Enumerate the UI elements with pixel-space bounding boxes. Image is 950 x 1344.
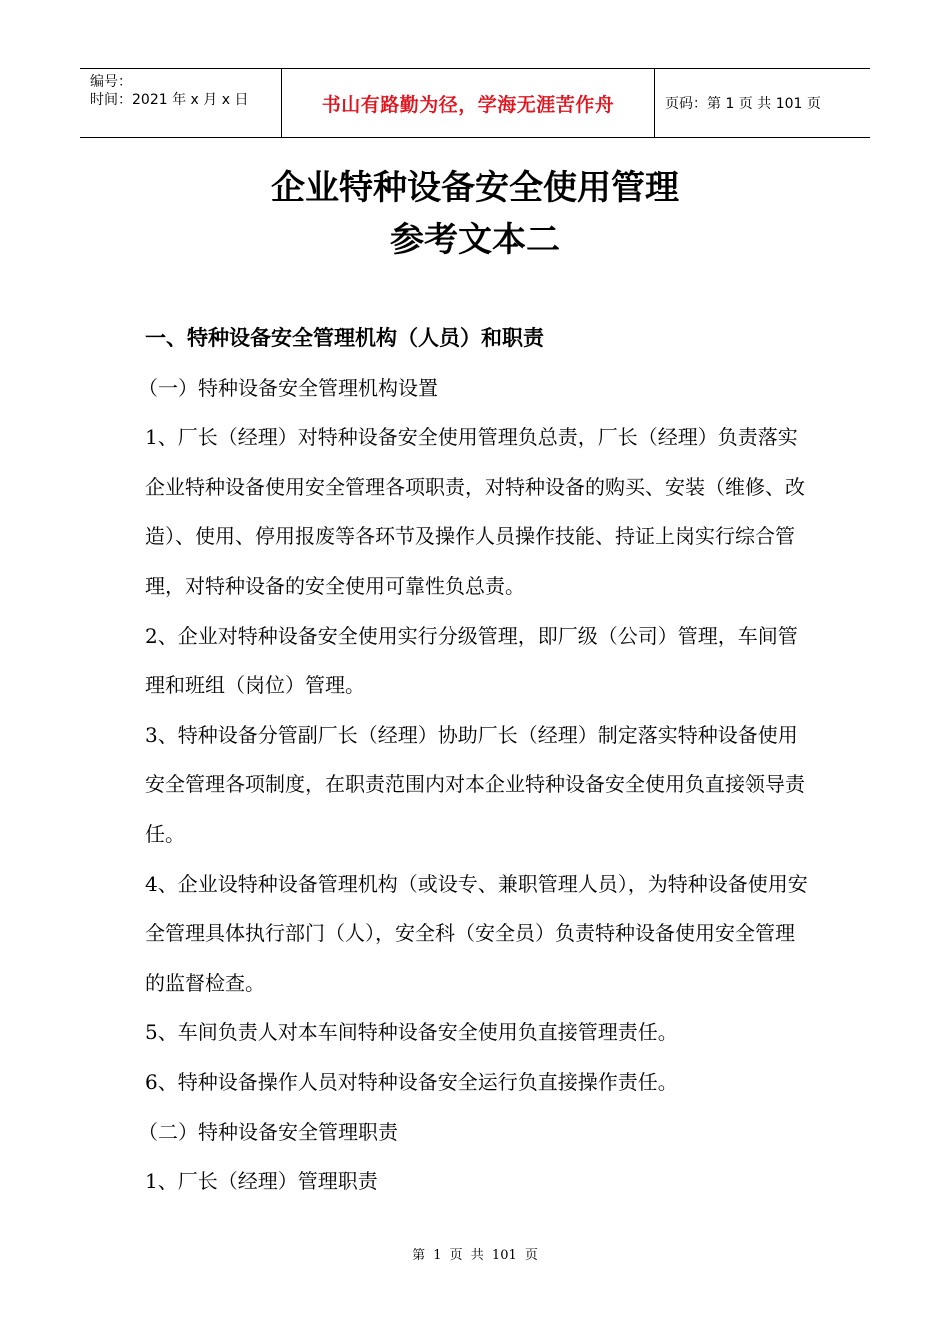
header-info-cell: [80, 69, 282, 137]
page-label: 页码：第 1 页 共 101 页: [665, 96, 821, 112]
motto: 书山有路勤为径，学海无涯苦作舟: [321, 93, 615, 116]
number-label: 编号：: [90, 74, 132, 90]
paragraph: 3、特种设备分管副厂长（经理）协助厂长（经理）制定落实特种设备使用安全管理各项制度，在职责范围内对本企业特种设备安全使用负直接领导责任。: [145, 722, 805, 846]
document-subtitle: 参考文本二: [390, 220, 560, 260]
paragraph: 1、厂长（经理）对特种设备安全使用管理负总责，厂长（经理）负责落实企业特种设备使用安全管理各项职责，对特种设备的购买、安装（维修、改造）、使用、停用报废等各环节及操作人员操作技能、持证上岗实行综合管理，对特种设备的安全使用可靠性负总责。: [145, 425, 805, 598]
document-title: 企业特种设备安全使用管理: [271, 168, 679, 208]
date-label: 时间：2021 年 x 月 x 日: [90, 92, 249, 108]
subsection-heading: （二）特种设备安全管理职责: [138, 1119, 398, 1144]
header-motto-cell: [282, 69, 655, 137]
paragraph: 4、企业设特种设备管理机构（或设专、兼职管理人员），为特种设备使用安全管理具体执行部门（人），安全科（安全员）负责特种设备使用安全管理的监督检查。: [145, 871, 808, 995]
subsection-heading: （一）特种设备安全管理机构设置: [138, 375, 438, 400]
paragraph: 5、车间负责人对本车间特种设备安全使用负直接管理责任。: [145, 1020, 678, 1045]
header-table: [80, 68, 870, 138]
paragraph: 2、企业对特种设备安全使用实行分级管理，即厂级（公司）管理，车间管理和班组（岗位）管理。: [145, 623, 798, 698]
paragraph: 6、特种设备操作人员对特种设备安全运行负直接操作责任。: [145, 1069, 678, 1094]
header-page-cell: [655, 69, 870, 137]
section-heading: 一、特种设备安全管理机构（人员）和职责: [145, 326, 544, 350]
paragraph: 1、厂长（经理）管理职责: [145, 1169, 378, 1194]
page-footer: 第 1 页 共 101 页: [412, 1248, 538, 1263]
document-body: [138, 314, 810, 1207]
